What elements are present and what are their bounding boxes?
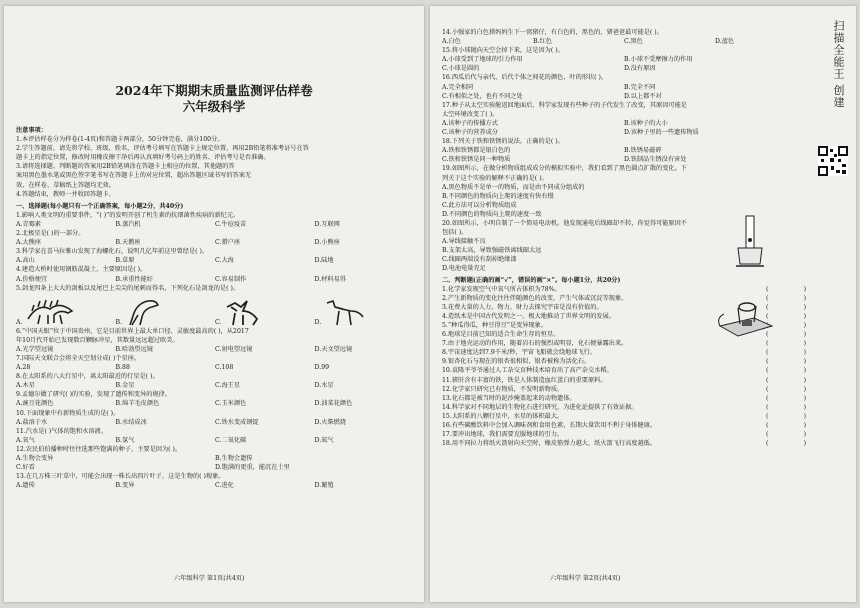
option[interactable]: D.小熊座 (314, 239, 340, 247)
judgement-text: 4.造纸术是中国古代发明之一，极大地推动了世界文明的发展。 (442, 312, 615, 320)
paren-close: ) (803, 403, 806, 411)
option[interactable]: A.该种子的传播方式 (442, 119, 498, 127)
dinosaur-fossil-b-icon (124, 297, 164, 327)
option[interactable]: D.油菜花颜色 (314, 400, 353, 408)
option[interactable]: C.铁和铁锈是同一种物质 (442, 156, 511, 164)
option[interactable]: B.哈勃望远镜 (115, 345, 153, 353)
paren-close: ) (803, 412, 806, 420)
judgement-text: 6.地球是目前已知的适合生命生存的恒星。 (442, 331, 560, 339)
question-text: 15.将小球抛向天空会掉下来，这是因为( )。 (442, 47, 564, 55)
question-16 (442, 73, 806, 100)
answer-parentheses[interactable] (766, 348, 806, 357)
option[interactable]: C.该种子的营养成分 (442, 129, 498, 137)
option[interactable]: C.此方法可以分析物质组成 (442, 201, 517, 209)
page-footer: 六年级科学 第2页(共4页) (550, 575, 621, 582)
question-text: 年10月代开始已发现数百颗脉冲星，其数量远远超过欧美。 (16, 336, 179, 344)
answer-parentheses[interactable] (766, 439, 806, 448)
option-label: B. (115, 318, 123, 326)
question-text: 3.科学家在喜马拉雅山发现了海螺化石，说明几亿年前这里曾经是( )。 (16, 248, 209, 256)
option[interactable]: D.没有原因 (624, 65, 656, 73)
option[interactable] (215, 297, 315, 327)
option[interactable]: C.射电望远镜 (215, 345, 253, 353)
paren-open: ( (766, 358, 769, 366)
question-text: 17.种子从太空实验舱返回地面后，科学家发现有些种子的子代发生了改变，其原因可能是 (442, 101, 687, 109)
option[interactable] (116, 297, 216, 327)
question-text: 11.汽水是( )气体的饱和水溶液。 (16, 427, 107, 435)
judgement-text: 3.花费大量的人力、物力、财力去探究宇宙是没有价值的。 (442, 303, 603, 311)
question-3 (16, 247, 414, 265)
notice-block (16, 126, 414, 490)
option[interactable]: A.光学望远镜 (16, 345, 54, 353)
option[interactable]: B.天鹅座 (115, 239, 141, 247)
paren-close: ) (803, 440, 806, 448)
paren-open: ( (766, 394, 769, 402)
question-19 (442, 164, 806, 219)
option[interactable]: B.小球不受摩擦力的作用 (624, 56, 693, 64)
judgement-item (442, 385, 806, 394)
notice-line: 题卡上的指定位置，修改时用橡皮擦干净后再认真填好考号码上的姓名、评估考号是否准确。 (16, 154, 270, 162)
option[interactable]: C.牛痘疫苗 (215, 220, 247, 228)
paren-open: ( (766, 376, 769, 384)
notice-line: 2.学生答题前，请先将学校、班级、姓名、评估考号填写在答题卡上规定位置，再用2B铅笔将准考证号在答 (16, 145, 309, 153)
paren-open: ( (766, 303, 769, 311)
option[interactable]: A.高山 (16, 257, 35, 265)
question-2 (16, 229, 414, 247)
option[interactable]: C.黑色 (624, 38, 643, 46)
judgement-item (442, 348, 806, 357)
option[interactable]: C.有相似之处，也有不同之处 (442, 92, 523, 100)
answer-parentheses[interactable] (766, 421, 806, 430)
paren-close: ) (803, 285, 806, 293)
question-4 (16, 265, 414, 283)
option[interactable]: A.氧气 (16, 436, 35, 444)
judgement-item (442, 421, 806, 430)
option[interactable]: D.互联网 (314, 220, 340, 228)
simple-motor-figure (714, 298, 776, 344)
option-label: C. (215, 318, 222, 326)
judgement-item (442, 357, 806, 366)
option[interactable]: C.容易制作 (215, 275, 247, 283)
paren-close: ) (803, 303, 806, 311)
option[interactable]: B.水结成冰 (115, 418, 147, 426)
dinosaur-fossil-c-icon (223, 297, 263, 327)
judgement-item (442, 412, 806, 421)
option[interactable]: D.不同颜色的物质向上爬的速度一致 (442, 210, 542, 218)
paren-open: ( (766, 403, 769, 411)
option[interactable]: A.28 (16, 364, 31, 372)
option[interactable]: A.小球受到了地球的引力作用 (442, 56, 523, 64)
option[interactable]: B.支架太高，导致强磁铁离线圈太远 (442, 247, 542, 255)
option[interactable]: A.遗传 (16, 482, 35, 490)
option-label: A. (16, 318, 23, 326)
option[interactable]: D.铁制品生锈没有害处 (624, 156, 687, 164)
option[interactable]: B.完全不同 (624, 83, 656, 91)
option[interactable]: A.豌豆花颜色 (16, 400, 54, 408)
option[interactable]: A.铁和铁锈都是银白色的 (442, 147, 511, 155)
judgement-text: 16.有些碳酸饮料中会加入调味剂和食用色素，长期大量饮用不利于身体健康。 (442, 422, 657, 430)
paren-open: ( (766, 312, 769, 320)
option[interactable]: A.导线接触不良 (442, 238, 486, 246)
paren-close: ) (803, 331, 806, 339)
paren-open: ( (766, 285, 769, 293)
paren-open: ( (766, 431, 769, 439)
paren-open: ( (766, 349, 769, 357)
question-11 (16, 427, 414, 445)
question-text: 9.孟德尔做了研究( )的实验，发现了遗传和变异的规律。 (16, 391, 172, 399)
option[interactable]: C.海王星 (215, 382, 241, 390)
judgement-item (442, 439, 806, 448)
answer-parentheses[interactable] (766, 357, 806, 366)
dinosaur-fossil-d-icon (323, 297, 367, 327)
scanner-watermark: 扫描全能王 创建 (832, 20, 845, 109)
question-text: 2.北极星是( )的一部分。 (16, 230, 85, 238)
option[interactable]: C.二氧化碳 (215, 436, 247, 444)
question-18 (442, 137, 806, 164)
question-17 (442, 101, 806, 137)
option[interactable]: D.99 (314, 364, 330, 372)
question-text: 包括( )。 (442, 229, 468, 237)
option[interactable]: A.完全相同 (442, 83, 474, 91)
option[interactable]: B.铁锈易磁碎 (624, 147, 662, 155)
question-text: 10.下面现象中有新物质生成的是( )。 (16, 409, 120, 417)
judgement-text: 14.科学家对不同地层的生物化石进行研究，为进化论提供了有效证据。 (442, 403, 638, 411)
option[interactable]: A.青霉素 (16, 220, 41, 228)
paren-open: ( (766, 422, 769, 430)
paren-open: ( (766, 294, 769, 302)
option[interactable]: D.火柴燃烧 (314, 418, 346, 426)
option[interactable]: C.大海 (215, 257, 234, 265)
option[interactable]: A.木星 (16, 382, 35, 390)
paren-open: ( (766, 367, 769, 375)
option[interactable]: C.108 (215, 364, 234, 372)
question-15 (442, 46, 806, 73)
paren-close: ) (803, 367, 806, 375)
judgement-text: 12.化学家只研究已有物质，不发明新物质。 (442, 385, 564, 393)
question-13 (16, 472, 414, 490)
exam-page-2 (430, 6, 856, 602)
judgement-text: 8.宇宙速度达到7.9千米/秒，宇宙飞船就会绕地球飞行。 (442, 349, 596, 357)
answer-parentheses[interactable] (766, 285, 806, 294)
chromatography-figure (730, 214, 770, 270)
paren-open: ( (766, 440, 769, 448)
dinosaur-fossil-a-icon (24, 297, 76, 327)
answer-parentheses[interactable] (766, 376, 806, 385)
paren-open: ( (766, 385, 769, 393)
paren-close: ) (803, 349, 806, 357)
question-text: 19.如图所示，在做分析物质组成成分的模拟实验中，我们看到了黑色圆点扩散的变化。下 (442, 165, 687, 173)
answer-parentheses[interactable] (766, 430, 806, 439)
exam-title: 2024年下期期末质量监测评估样卷 (115, 83, 313, 98)
option[interactable]: D.天文望远镜 (314, 345, 353, 353)
option[interactable]: A.盐溶于水 (16, 418, 48, 426)
option[interactable]: B.不同颜色的物质向上爬的速度有快有慢 (442, 192, 554, 200)
notice-line: 案用黑色墨水笔或黑色签字笔书写在答题卡上的对应位置，超出答题区域书写的答案无 (16, 172, 252, 180)
judgement-text: 2.产生新物质的变化往往伴随颜色的改变、产生气体或沉淀等现象。 (442, 294, 628, 302)
option[interactable] (315, 297, 415, 327)
option[interactable]: A.生物会变异 (16, 455, 54, 462)
notice-line: 3.请将选择题、判断题的答案用2B铅笔填涂在答题卡上相应的位置，其他题的答 (16, 163, 235, 171)
option[interactable]: B.蒸汽机 (115, 220, 141, 228)
question-12 (16, 445, 414, 472)
paren-close: ) (803, 312, 806, 320)
paren-close: ) (803, 394, 806, 402)
option[interactable]: A.黑色物质不是单一的物质，而是由不同成分组成的 (442, 183, 585, 191)
question-text: 16.西瓜后代与亲代，后代个体之间花的颜色，叶的形状( )。 (442, 74, 608, 82)
option[interactable]: A.白色 (442, 38, 461, 46)
question-1 (16, 211, 414, 229)
option[interactable]: C.铁水变成钢锭 (215, 418, 259, 426)
qr-code-icon (818, 146, 848, 176)
question-text: 8.在太阳系的八大行星中，离太阳最近的行星是( )。 (16, 373, 159, 381)
answer-parentheses[interactable] (766, 366, 806, 375)
notice-line: 4.答题结束，教师一并收回答题卡。 (16, 190, 115, 198)
option[interactable]: D.饱满的更重，能沉在土里 (215, 464, 290, 472)
option[interactable]: C.玉米颜色 (215, 400, 247, 408)
paren-close: ) (803, 340, 806, 348)
paren-close: ) (803, 376, 806, 384)
section-2-title: 二、判断题(正确的画“√”，错误的画“×”。每小题1分，共20分) (442, 276, 621, 284)
option[interactable]: D.蓝色 (715, 38, 735, 46)
judgement-item (442, 403, 806, 412)
notice-line: 1.本评估样卷分为样卷(1-4页)和答题卡两部分，50分钟完卷，满分100分。 (16, 136, 224, 144)
exam-subject: 六年级科学 (182, 99, 246, 114)
judgement-item (442, 394, 806, 403)
option[interactable]: C.线圈两端没有刮掉绝缘漆 (442, 256, 517, 264)
option[interactable]: D.氮气 (314, 436, 334, 444)
question-text: 7.国际天文联合会将全天空划分成( )个星座。 (16, 354, 141, 362)
question-text: 5.剑龙四条上大大的剑板以及尾巴上尖尖的尾刺而得名，下列化石是剑龙的是( )。 (16, 284, 240, 292)
option[interactable]: C.小球是圆的 (442, 65, 480, 73)
judgement-text: 9.银杏化石与现在的银杏很相似，银杏被称为活化石。 (442, 358, 591, 366)
option[interactable]: B.氢气 (115, 436, 135, 444)
option[interactable]: B.草原 (115, 257, 135, 265)
option[interactable]: D.陆地 (314, 257, 334, 265)
question-text: 1.影响人类文明的重要事件，“( )”的发明开创了机生素的抗细菌性疾病的新纪元。 (16, 211, 240, 219)
option[interactable]: B.生物会遗传 (215, 455, 253, 462)
question-text: 列关于这个实验的解释不正确的是( )。 (442, 174, 548, 182)
judgement-item (442, 376, 806, 385)
question-8 (16, 372, 414, 390)
option[interactable]: B.变异 (115, 482, 135, 490)
option[interactable]: B.承重性能好 (115, 275, 153, 283)
page-footer: 六年级科学 第1页(共4页) (174, 575, 245, 582)
question-text: 12.农民伯伯播种时往往选那些饱满的种子，主要是因为( )。 (16, 445, 182, 453)
paren-open: ( (766, 331, 769, 339)
option[interactable]: D.电池电量充足 (442, 265, 486, 273)
notice-title: 注意事项： (16, 127, 47, 134)
option-label: D. (314, 318, 322, 326)
question-text: 太空环境改变了( )。 (442, 110, 499, 118)
question-9 (16, 390, 414, 408)
option[interactable]: D.材料易得 (314, 275, 346, 283)
judgement-text: 17.要冲出地球，我们需要克服地球的引力。 (442, 431, 564, 439)
question-5 (16, 284, 414, 327)
option[interactable]: A.价格便宜 (16, 275, 48, 283)
option[interactable]: D.水星 (314, 382, 334, 390)
question-text: 18.下列关于铁和铁锈的说法，正确的是( )。 (442, 138, 564, 146)
exam-page-1 (4, 6, 424, 602)
judgement-text: 11.猪肝含有丰富的铁，铁是人体制造血红蛋白的重要原料。 (442, 376, 607, 384)
judgement-item (442, 366, 806, 375)
question-text: 14.小强家的白色猪妈妈生下一窝猪仔，有白色的，黑色的，猪爸爸最可能是( )。 (442, 29, 663, 36)
judgement-item (442, 285, 806, 294)
option[interactable] (16, 297, 116, 327)
option[interactable]: B.绵羊毛皮颜色 (115, 400, 160, 408)
notice-line: 效，在样卷、草稿纸上答题均无效。 (16, 181, 115, 189)
question-6 (16, 327, 414, 354)
answer-parentheses[interactable] (766, 394, 806, 403)
paren-close: ) (803, 358, 806, 366)
option[interactable]: B.88 (115, 364, 130, 372)
judgement-item (442, 430, 806, 439)
judgement-text: 15.太阳系的八颗行星中，水星的体积最大。 (442, 412, 564, 420)
question-7 (16, 354, 414, 372)
option[interactable]: B.金星 (115, 382, 135, 390)
question-text: 6.“中国天眼”位于中国贵州，它是目前世界上最大单口径、灵敏度最高的( )，从2017 (16, 327, 249, 335)
judgement-text: 7.由于地壳运动的作用，随着岩石的强烈或明显，化石便暴露出来。 (442, 340, 628, 348)
answer-parentheses[interactable] (766, 403, 806, 412)
judgement-text: 1.化学家发现空气中氧气所占体积为78%。 (442, 285, 561, 293)
paren-close: ) (803, 422, 806, 430)
option[interactable]: D.繁殖 (314, 482, 334, 490)
judgement-text: 5.“种瓜得瓜，种豆得豆”是变异现象。 (442, 322, 548, 329)
paren-close: ) (803, 385, 806, 393)
question-14 (442, 28, 806, 46)
option[interactable]: C.好看 (16, 464, 35, 472)
option[interactable]: B.红色 (533, 38, 552, 46)
option[interactable]: D.该种子里的一些遗传物质 (624, 129, 699, 137)
option[interactable]: B.该种子的大小 (624, 119, 668, 127)
question-text: 13.在几万株三叶草中，可能会出现一株长出四片叶子，这是生物的( )现象。 (16, 473, 225, 481)
judgement-text: 18.用不同拉力将纸火箭射向天空时，橡皮筋弹力越大，纸火箭飞行高度越低。 (442, 440, 657, 448)
option[interactable]: C.猎户座 (215, 239, 241, 247)
option[interactable]: D.以上都不对 (624, 92, 662, 100)
question-text: 20.如图所示，小明自制了一个简易电动机。他发现通电后线圈却不转，你觉得可能原因不 (442, 219, 687, 227)
judgement-text: 10.袁隆平爷爷通过人工杂交育种技术培育出了高产杂交水稻。 (442, 367, 613, 375)
judgement-text: 13.化石都是被当时的泥沙掩盖起来的动物遗体。 (442, 394, 576, 402)
paren-close: ) (803, 431, 806, 439)
option[interactable]: C.进化 (215, 482, 234, 490)
paren-close: ) (803, 322, 806, 329)
answer-parentheses[interactable] (766, 412, 806, 421)
question-10 (16, 409, 414, 427)
paren-open: ( (766, 340, 769, 348)
question-text: 4.建造大桥时使用钢筋混凝土，主要原因是( )。 (16, 266, 147, 274)
section-1-title: 一、选择题(每小题只有一个正确答案，每小题2分，共40分) (16, 202, 184, 210)
answer-parentheses[interactable] (766, 385, 806, 394)
option[interactable]: A.大熊座 (16, 239, 41, 247)
paren-open: ( (766, 412, 769, 420)
paren-close: ) (803, 294, 806, 302)
